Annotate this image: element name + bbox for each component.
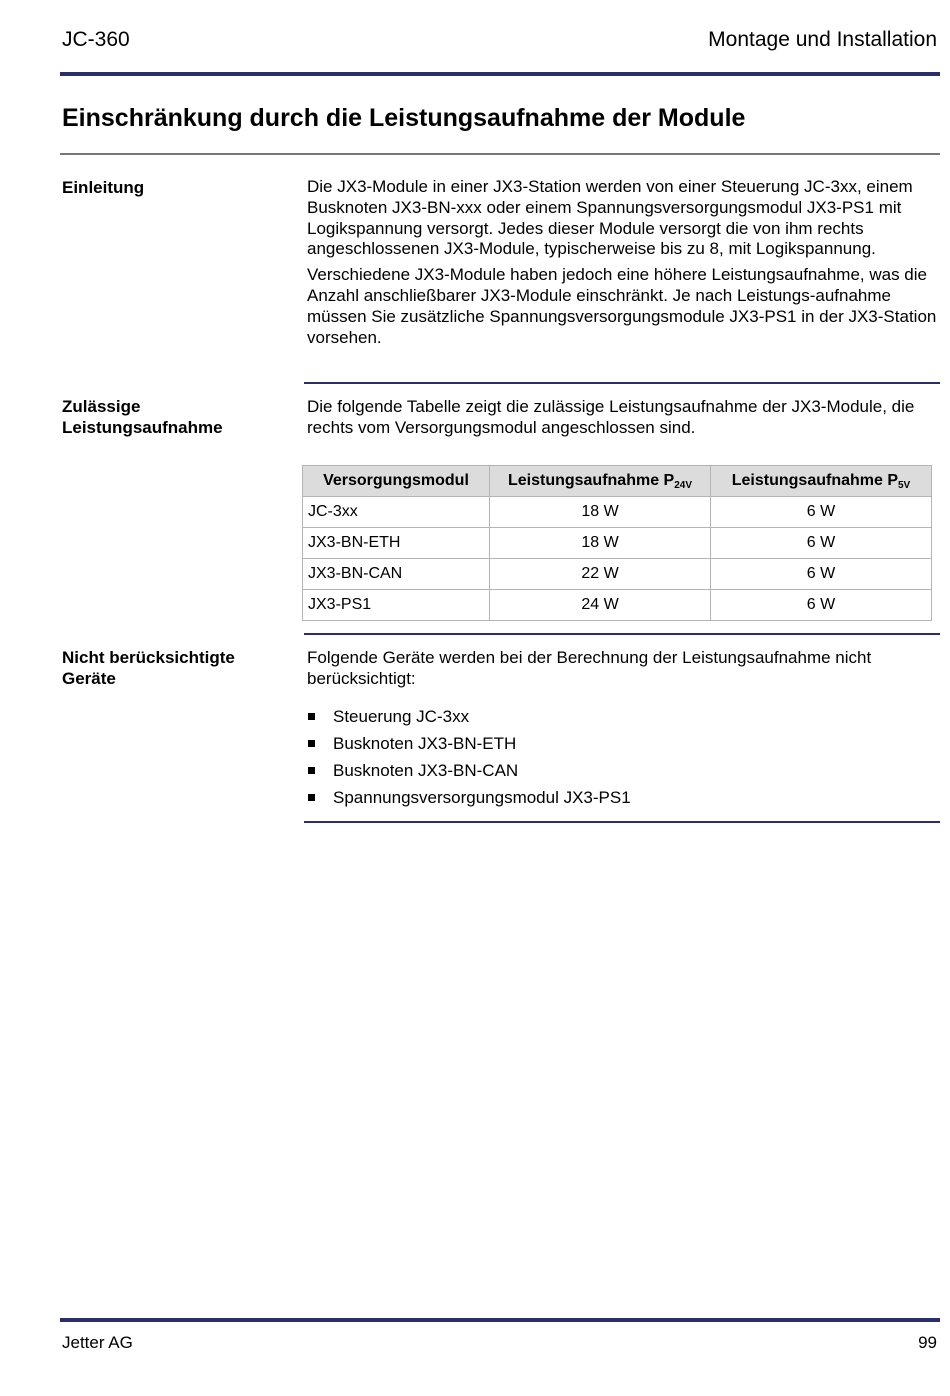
title-divider [60, 153, 940, 155]
footer-divider [60, 1318, 940, 1322]
cell-module: JX3-BN-CAN [303, 559, 490, 590]
intro-paragraph: Die JX3-Module in einer JX3-Station werden von einer Steuerung JC-3xx, einem Busknoten JX3-BN-xxx oder einem Spannungsversorgungsmodul JX3-PS1 mit Logikspannung versorgt. Jedes dieser Module versorgt die von ihm rechts angeschlossenen JX3-Module, typischerweise bis zu 8, mit Logikspannung. [307, 177, 913, 259]
table-row [303, 559, 932, 590]
section-label-intro: Einleitung [62, 178, 145, 197]
label-line: Geräte [62, 669, 116, 688]
label-line: Leistungsaufnahme [62, 418, 223, 437]
bullet-icon [308, 794, 315, 801]
cell-p5: 6 W [711, 559, 932, 590]
cell-p24: 18 W [490, 497, 711, 528]
bullet-icon [308, 767, 315, 774]
list-item: Steuerung JC-3xx [307, 706, 631, 733]
cell-module: JC-3xx [303, 497, 490, 528]
section-divider [304, 633, 940, 635]
label-line: Zulässige [62, 397, 141, 416]
list-item: Spannungsversorgungsmodul JX3-PS1 [307, 787, 631, 814]
footer-company: Jetter AG [62, 1333, 133, 1352]
intro-paragraph: Verschiedene JX3-Module haben jedoch eine höhere Leistungsaufnahme, was die Anzahl anschließbarer JX3-Module einschränkt. Je nach Leistungs-aufnahme müssen Sie zusätzliche Spannungsversorgungsmodule JX3-PS1 in der JX3-Station vorsehen. [307, 265, 937, 347]
section-body-allowed [307, 397, 937, 444]
cell-p5: 6 W [711, 590, 932, 621]
list-item: Busknoten JX3-BN-CAN [307, 760, 631, 787]
allowed-paragraph: Die folgende Tabelle zeigt die zulässige Leistungsaufnahme der JX3-Module, die rechts vom Versorgungsmodul angeschlossen sind. [307, 397, 915, 437]
list-item: Busknoten JX3-BN-ETH [307, 733, 631, 760]
excluded-device-list [307, 706, 631, 814]
header-chapter: Montage und Installation [708, 28, 937, 51]
section-label-excluded [62, 647, 235, 689]
column-header-p24: Leistungsaufnahme $P_{24V}$ [490, 466, 711, 497]
section-divider [304, 382, 940, 384]
section-divider [304, 821, 940, 823]
table-row [303, 497, 932, 528]
section-body-intro [307, 177, 937, 353]
page-number: 99 [918, 1333, 937, 1352]
cell-p5: 6 W [711, 528, 932, 559]
bullet-icon [308, 740, 315, 747]
cell-p24: 18 W [490, 528, 711, 559]
table-row [303, 528, 932, 559]
power-table [302, 465, 932, 621]
cell-module: JX3-PS1 [303, 590, 490, 621]
cell-p24: 24 W [490, 590, 711, 621]
section-label-allowed [62, 396, 223, 438]
table-header-row [303, 466, 932, 497]
bullet-icon [308, 713, 315, 720]
header-divider [60, 72, 940, 76]
section-body-excluded [307, 648, 937, 695]
page-title: Einschränkung durch die Leistungsaufnahme der Module [62, 104, 746, 132]
header-doc-id: JC-360 [62, 28, 130, 51]
excluded-paragraph: Folgende Geräte werden bei der Berechnung der Leistungsaufnahme nicht berücksichtigt: [307, 648, 872, 688]
label-line: Nicht berücksichtigte [62, 648, 235, 667]
cell-p5: 6 W [711, 497, 932, 528]
table-row [303, 590, 932, 621]
cell-p24: 22 W [490, 559, 711, 590]
column-header-module: Versorgungsmodul [303, 466, 490, 497]
column-header-p5: Leistungsaufnahme $P_{5V}$ [711, 466, 932, 497]
cell-module: JX3-BN-ETH [303, 528, 490, 559]
